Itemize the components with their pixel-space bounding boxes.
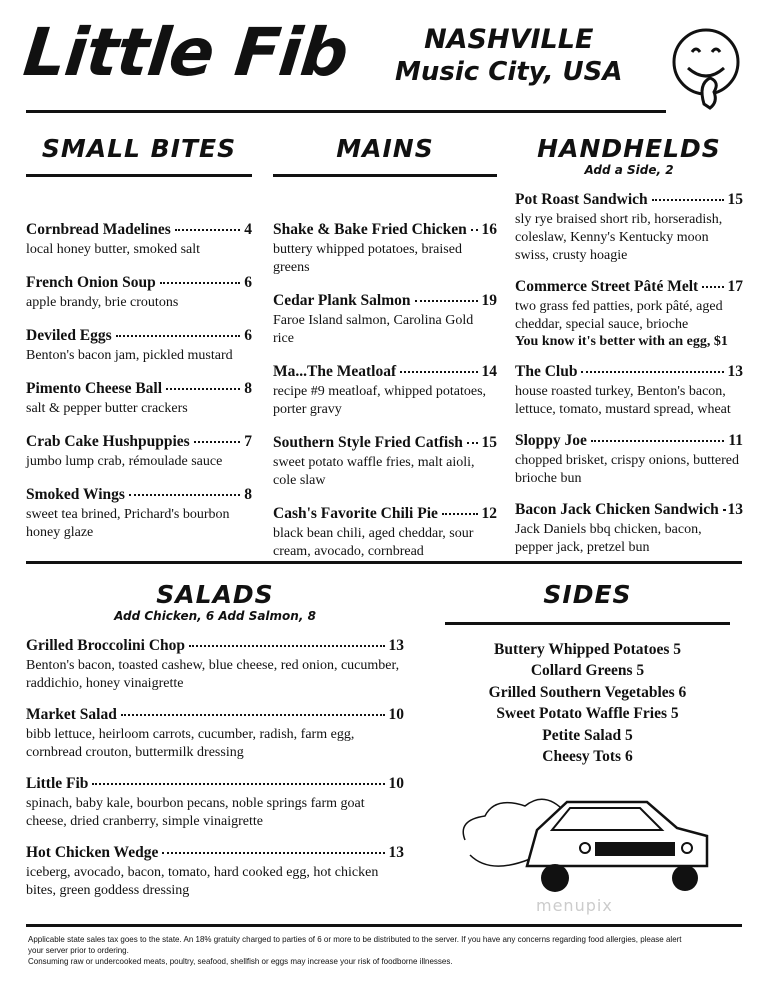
item-header <box>515 191 743 209</box>
side-item: Petite Salad 5 <box>542 726 633 744</box>
dot-leader <box>189 645 384 647</box>
item-header <box>273 363 497 381</box>
menu-item <box>26 775 404 831</box>
footer-line-1: Applicable state sales tax goes to the state. An 18% gratuity charged to parties of 6 or more to be distributed to the server. If you have any concerns regarding food allergies, please alert your server prior to ordering. <box>28 934 682 955</box>
item-name: Commerce Street Pâté Melt <box>515 278 699 295</box>
dot-leader <box>591 440 724 442</box>
side-item: Collard Greens 5 <box>530 662 645 680</box>
item-description: sweet tea brined, Prichard's bourbon honey glaze <box>26 507 230 540</box>
item-price: 8 <box>244 486 252 503</box>
restaurant-logo: Little Fib <box>20 14 352 91</box>
city-line-1: NASHVILLE <box>424 24 594 55</box>
header-divider <box>26 110 666 113</box>
item-description: apple brandy, brie croutons <box>26 295 179 310</box>
item-header <box>26 327 252 345</box>
item-header <box>273 434 497 452</box>
item-header <box>26 844 404 862</box>
footer-disclaimer <box>28 934 698 967</box>
item-description: local honey butter, smoked salt <box>26 242 201 257</box>
menu-item <box>273 221 497 277</box>
item-name: Pimento Cheese Ball <box>26 380 163 397</box>
dot-leader <box>162 852 384 854</box>
item-price: 11 <box>728 432 743 449</box>
item-name: Little Fib <box>26 775 89 792</box>
item-description: spinach, baby kale, bourbon pecans, noble springs farm goat cheese, dried cranberry, simple vinaigrette <box>26 796 365 829</box>
side-item: Grilled Southern Vegetables 6 <box>488 683 687 701</box>
item-description: black bean chili, aged cheddar, sour cream, avocado, cornbread <box>273 526 474 559</box>
item-description: iceberg, avocado, bacon, tomato, hard cooked egg, hot chicken bites, green goddess dressing <box>26 865 379 898</box>
item-description: chopped brisket, crispy onions, buttered brioche bun <box>515 453 739 486</box>
item-header <box>26 775 404 793</box>
dot-leader <box>160 282 240 284</box>
item-name: Cash's Favorite Chili Pie <box>273 505 438 522</box>
item-name: Sloppy Joe <box>515 432 587 449</box>
item-price: 13 <box>727 363 743 380</box>
footer-divider <box>26 924 742 927</box>
menu-item <box>26 637 404 693</box>
mains-section <box>273 134 497 576</box>
item-price: 6 <box>244 274 252 291</box>
dot-leader <box>400 371 477 373</box>
item-name: The Club <box>515 363 578 380</box>
item-price: 14 <box>481 363 497 380</box>
item-price: 17 <box>727 278 743 295</box>
item-price: 13 <box>388 844 404 861</box>
menu-item <box>515 278 743 350</box>
menu-item <box>26 221 252 259</box>
item-description: Jack Daniels bbq chicken, bacon, pepper jack, pretzel bun <box>515 522 702 555</box>
item-description: salt & pepper butter crackers <box>26 401 188 416</box>
item-name: Ma...The Meatloaf <box>273 363 397 380</box>
middle-divider <box>26 561 742 564</box>
section-title: MAINS <box>336 134 434 163</box>
dot-leader <box>415 300 478 302</box>
section-title: SALADS <box>156 580 274 609</box>
dot-leader <box>581 371 723 373</box>
section-subtitle: Add Chicken, 6 Add Salmon, 8 <box>114 609 316 623</box>
item-price: 10 <box>388 775 404 792</box>
dot-leader <box>92 783 384 785</box>
handhelds-section <box>515 134 743 570</box>
item-price: 7 <box>244 433 252 450</box>
item-name: Pot Roast Sandwich <box>515 191 648 208</box>
menu-item <box>515 191 743 265</box>
item-description: Benton's bacon, toasted cashew, blue cheese, red onion, cucumber, raddichio, honey vinaigrette <box>26 658 400 691</box>
side-item: Buttery Whipped Potatoes 5 <box>493 641 681 658</box>
item-name: Market Salad <box>26 706 117 723</box>
item-price: 15 <box>727 191 743 208</box>
item-name: Shake & Bake Fried Chicken <box>273 221 467 238</box>
item-price: 15 <box>481 434 497 451</box>
menu-item <box>26 844 404 900</box>
menu-item <box>26 706 404 762</box>
car-illustration <box>455 780 735 900</box>
divider <box>26 174 252 177</box>
item-header <box>26 380 252 398</box>
item-description: Benton's bacon jam, pickled mustard <box>26 348 233 363</box>
small-bites-section <box>26 134 252 557</box>
item-header <box>26 221 252 239</box>
dot-leader <box>702 286 723 288</box>
item-header <box>515 501 743 519</box>
menu-item <box>515 432 743 488</box>
shush-smiley-icon <box>668 22 748 114</box>
item-name: French Onion Soup <box>26 274 156 291</box>
section-title: SIDES <box>543 580 632 609</box>
divider <box>445 622 730 625</box>
menu-item <box>26 433 252 471</box>
item-price: 19 <box>481 292 497 309</box>
item-name: Grilled Broccolini Chop <box>26 637 186 654</box>
dot-leader <box>471 229 478 231</box>
item-header <box>26 637 404 655</box>
side-item: Cheesy Tots 6 <box>542 748 633 766</box>
item-description: Faroe Island salmon, Carolina Gold rice <box>273 313 474 346</box>
item-description: house roasted turkey, Benton's bacon, lettuce, tomato, mustard spread, wheat <box>515 384 731 417</box>
salads-section <box>26 580 404 913</box>
item-name: Smoked Wings <box>26 486 125 503</box>
menu-item <box>515 363 743 419</box>
section-subtitle: Add a Side, 2 <box>584 163 674 177</box>
item-name: Cedar Plank Salmon <box>273 292 411 309</box>
menu-item <box>273 292 497 348</box>
item-price: 4 <box>244 221 252 238</box>
dot-leader <box>121 714 385 716</box>
section-title: HANDHELDS <box>537 134 721 163</box>
menu-item <box>26 380 252 418</box>
watermark: menupix <box>536 896 613 915</box>
menu-item <box>26 486 252 542</box>
city-line-2: Music City, USA <box>395 57 623 87</box>
item-header <box>26 274 252 292</box>
item-header <box>515 278 743 296</box>
side-item: Sweet Potato Waffle Fries 5 <box>496 705 679 723</box>
item-header <box>273 221 497 239</box>
dot-leader <box>166 388 240 390</box>
dot-leader <box>442 513 478 515</box>
item-name: Cornbread Madelines <box>26 221 171 238</box>
item-header <box>515 432 743 450</box>
menu-item <box>273 363 497 419</box>
item-description: two grass fed patties, pork pâté, aged cheddar, special sauce, brioche <box>515 299 723 332</box>
item-header <box>26 433 252 451</box>
menu-item <box>26 327 252 365</box>
sides-section <box>445 580 730 767</box>
item-header <box>26 706 404 724</box>
dot-leader <box>194 441 241 443</box>
item-description: buttery whipped potatoes, braised greens <box>273 242 462 275</box>
dot-leader <box>652 199 724 201</box>
item-description: sly rye braised short rib, horseradish, coleslaw, Kenny's Kentucky moon swiss, crusty hoagie <box>515 212 723 263</box>
divider <box>273 174 497 177</box>
item-header <box>273 505 497 523</box>
menu-item <box>273 434 497 490</box>
menu-item <box>26 274 252 312</box>
item-header <box>273 292 497 310</box>
item-price: 13 <box>388 637 404 654</box>
dot-leader <box>467 442 478 444</box>
item-price: 16 <box>481 221 497 238</box>
item-price: 10 <box>388 706 404 723</box>
dot-leader <box>175 229 240 231</box>
item-name: Deviled Eggs <box>26 327 112 344</box>
item-name: Crab Cake Hushpuppies <box>26 433 190 450</box>
item-header <box>515 363 743 381</box>
item-name: Bacon Jack Chicken Sandwich <box>515 501 719 518</box>
item-header <box>26 486 252 504</box>
item-price: 8 <box>244 380 252 397</box>
item-description: jumbo lump crab, rémoulade sauce <box>26 454 223 469</box>
dot-leader <box>116 335 241 337</box>
item-description: bibb lettuce, heirloom carrots, cucumber, radish, farm egg, cornbread crouton, buttermilk dressing <box>26 727 355 760</box>
item-name: Southern Style Fried Catfish <box>273 434 463 451</box>
item-description: sweet potato waffle fries, malt aioli, cole slaw <box>273 455 475 488</box>
item-name: Hot Chicken Wedge <box>26 844 159 861</box>
dot-leader <box>723 509 724 511</box>
menu-item <box>515 501 743 557</box>
item-description: recipe #9 meatloaf, whipped potatoes, porter gravy <box>273 384 487 417</box>
item-price: 13 <box>727 501 743 518</box>
item-note: You know it's better with an egg, $1 <box>515 334 728 349</box>
location <box>395 24 622 88</box>
menu-item <box>273 505 497 561</box>
dot-leader <box>129 494 240 496</box>
section-title: SMALL BITES <box>41 134 237 163</box>
item-price: 6 <box>244 327 252 344</box>
item-price: 12 <box>481 505 497 522</box>
footer-line-2: Consuming raw or undercooked meats, poultry, seafood, shellfish or eggs may increase your risk of foodborne illnesses. <box>28 956 453 966</box>
